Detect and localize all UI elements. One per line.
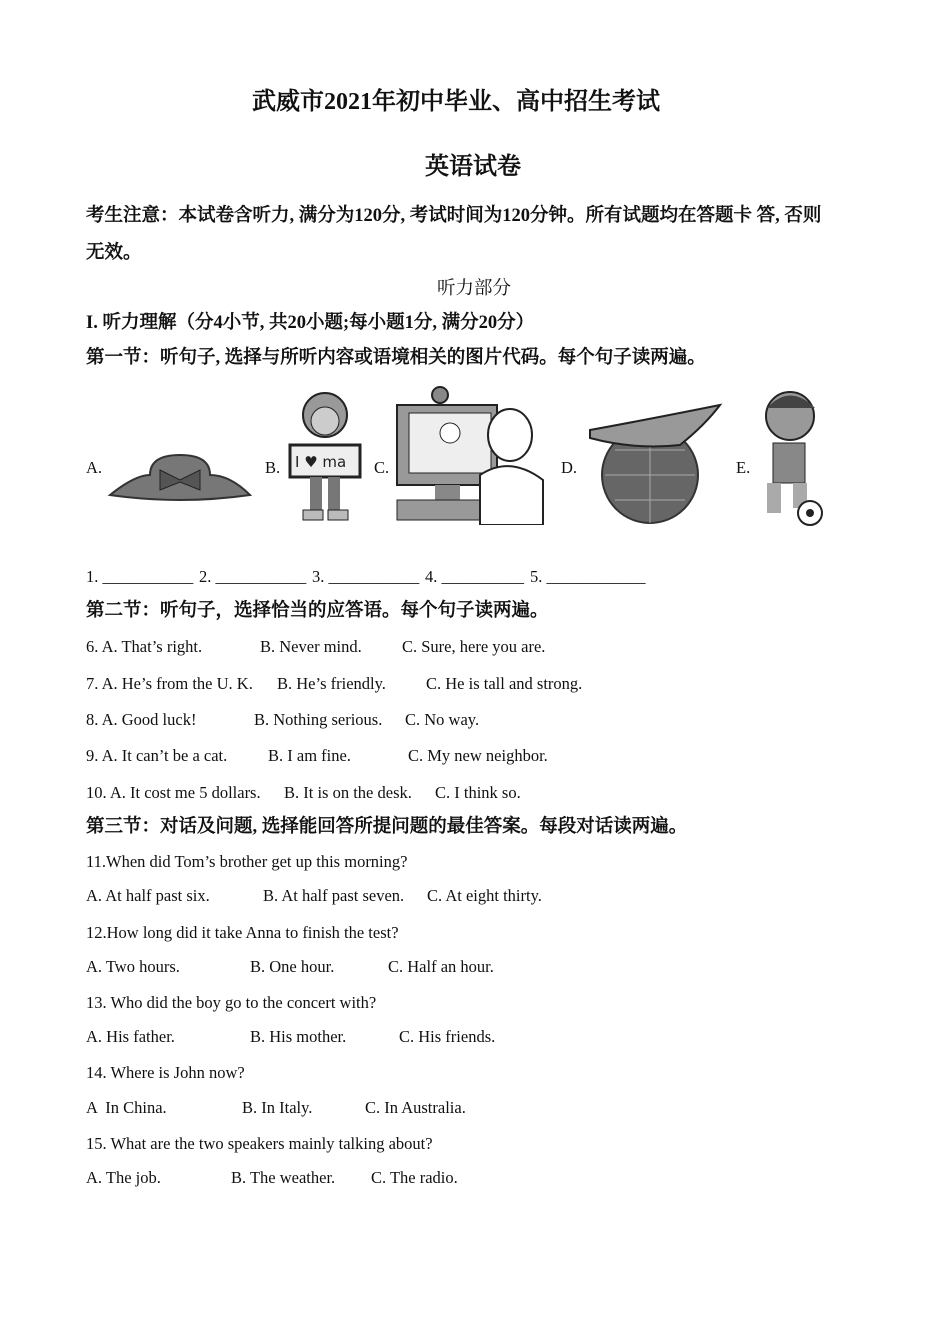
q15-option-a: A. The job. (86, 1168, 161, 1187)
section3-heading: 第三节：对话及问题, 选择能回答所提问题的最佳答案。每段对话读两遍。 (86, 817, 688, 837)
q11-question: 11.When did Tom’s brother get up this morning? (86, 852, 408, 871)
q8-option-b: B. Nothing serious. (254, 710, 383, 729)
hat-icon (105, 450, 255, 510)
answer-blank-4[interactable]: 4. __________ (425, 567, 524, 586)
boy-soccer-icon (755, 388, 830, 528)
answer-blank-2[interactable]: 2. ___________ (199, 567, 307, 586)
q15-option-b: B. The weather. (231, 1168, 336, 1187)
q14-option-c: C. In Australia. (365, 1098, 466, 1117)
q7-option-c: C. He is tall and strong. (426, 674, 583, 693)
q6-option-c: C. Sure, here you are. (402, 637, 546, 656)
q10-option-c: C. I think so. (435, 783, 521, 802)
q8-option-a: 8. A. Good luck! (86, 710, 197, 729)
answer-blank-1[interactable]: 1. ___________ (86, 567, 194, 586)
notice-line-2: 无效。 (86, 243, 142, 263)
picture-label-c: C. (374, 458, 390, 477)
q10-option-b: B. It is on the desk. (284, 783, 412, 802)
video-chat-icon (395, 385, 550, 525)
q11-option-b: B. At half past seven. (263, 886, 405, 905)
q9-option-c: C. My new neighbor. (408, 746, 548, 765)
q9-option-a: 9. A. It can’t be a cat. (86, 746, 228, 765)
q12-question: 12.How long did it take Anna to finish the test? (86, 923, 399, 942)
section-i-heading: I. 听力理解（分4小节, 共20小题;每小题1分, 满分20分） (86, 313, 535, 333)
answer-blank-5[interactable]: 5. ____________ (530, 567, 646, 586)
q13-option-a: A. His father. (86, 1027, 175, 1046)
answer-blank-3[interactable]: 3. ___________ (312, 567, 420, 586)
picture-label-b: B. (265, 458, 281, 477)
q12-option-a: A. Two hours. (86, 957, 180, 976)
section1-heading: 第一节：听句子, 选择与所听内容或语境相关的图片代码。每个句子读两遍。 (86, 348, 706, 368)
q15-option-c: C. The radio. (371, 1168, 458, 1187)
q14-question: 14. Where is John now? (86, 1063, 245, 1082)
q12-option-b: B. One hour. (250, 957, 335, 976)
q9-option-b: B. I am fine. (268, 746, 351, 765)
sign-text: I ♥ ma (295, 453, 347, 471)
plane-globe-icon (585, 400, 725, 525)
q11-option-a: A. At half past six. (86, 886, 210, 905)
q8-option-c: C. No way. (405, 710, 480, 729)
part-title: 听力部分 (437, 279, 512, 299)
exam-title: 武威市2021年初中毕业、高中招生考试 (252, 89, 660, 115)
girl-with-sign-icon (285, 385, 365, 525)
q13-option-c: C. His friends. (399, 1027, 496, 1046)
q6-option-b: B. Never mind. (260, 637, 362, 656)
q7-option-b: B. He’s friendly. (277, 674, 386, 693)
q10-option-a: 10. A. It cost me 5 dollars. (86, 783, 261, 802)
picture-label-e: E. (736, 458, 751, 477)
picture-label-a: A. (86, 458, 103, 477)
q11-option-c: C. At eight thirty. (427, 886, 542, 905)
q15-question: 15. What are the two speakers mainly talking about? (86, 1134, 433, 1153)
q14-option-a: A In China. (86, 1098, 167, 1117)
q6-option-a: 6. A. That’s right. (86, 637, 203, 656)
section2-heading: 第二节：听句子，选择恰当的应答语。每个句子读两遍。 (86, 601, 549, 621)
q13-option-b: B. His mother. (250, 1027, 347, 1046)
notice-line-1: 考生注意：本试卷含听力, 满分为120分, 考试时间为120分钟。所有试题均在答题卡 答, 否则 (86, 206, 822, 226)
picture-label-d: D. (561, 458, 578, 477)
exam-subtitle: 英语试卷 (425, 154, 521, 180)
q13-question: 13. Who did the boy go to the concert with? (86, 993, 377, 1012)
q7-option-a: 7. A. He’s from the U. K. (86, 674, 253, 693)
q14-option-b: B. In Italy. (242, 1098, 313, 1117)
q12-option-c: C. Half an hour. (388, 957, 494, 976)
